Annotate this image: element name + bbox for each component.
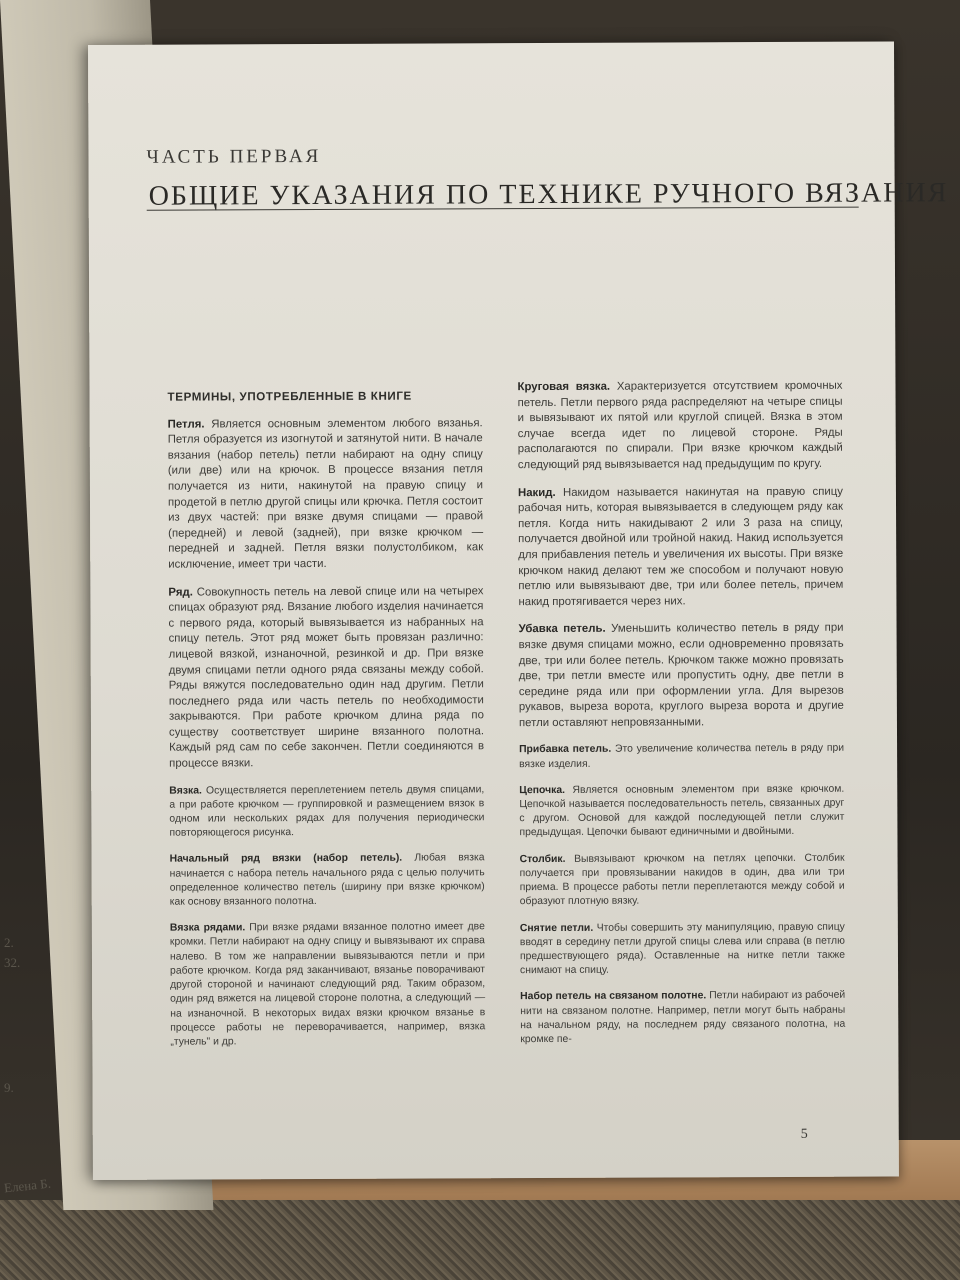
left-page-fragment: Елена Б.	[3, 1175, 52, 1196]
term-name: Вязка рядами.	[169, 922, 246, 934]
term-name: Вязка.	[169, 785, 202, 797]
term-name: Набор петель на связаном полотне.	[520, 990, 707, 1003]
term-definition: При вязке рядами вязанное полотно имеет две кромки. Петли набирают на одну спицу и вывязывают их справа налево. В том же направлении вывязываются петли и при работе крючком. Когда ряд заканчивают, вязанье поворачивают другой стороной и начинают следующий ряд. Таким образом, один ряд вяжется на лицевой стороне полотна, а следующий — на изнаночной. В некоторых видах вязки крючком вязанье в процессе работы не переворачивается, например, вязка „тунель" и др.	[169, 921, 486, 1048]
term-entry	[517, 379, 842, 474]
term-definition: Совокупность петель на левой спице или на четырех спицах образуют ряд. Вязание любого изделия начинается с первого ряда, который вывязывается из набранных на спицу петель. Этот ряд может быть провязан различно: лицевой вязкой, изнаночной, резинкой и др. При вязке двумя спицами петли одного ряда связаны между собой. Ряды вяжутся последовательно один над другим. Петли последнего ряда или часть петель по необходимости закрываются. При работе крючком длина ряда по существу соответствует ширине вязанного полотна. Каждый ряд сам по себе закончен. Петли соединяются в процессе вязки.	[168, 584, 485, 770]
term-name: Прибавка петель.	[519, 744, 612, 756]
term-definition: Петли набирают из рабочей нити на связаном полотне. Например, петли могут быть набраны на начальном ряду, на последнем ряду связаного полотна, на кромке пе-	[520, 990, 846, 1046]
term-entry	[520, 851, 845, 909]
term-name: Петля.	[167, 418, 205, 431]
book-page	[88, 41, 949, 1180]
term-definition: Является основным элементом любого вязанья. Петля образуется из изогнутой и затянутой нити. В начале вязания (набор петель) петли набирают на одну спицу (или две) или на крючок. В процессе вязания петля получается из нити, накинутой на правую спицу и продетой в петлю другой спицы или крючка. Петля состоит из двух частей: при вязке двумя спицами — правой (передней) и левой (задней), при вязке крючком — передней и задней. Петля вязки полустолбиком, как исключение, имеет три части.	[167, 416, 484, 571]
page-number: 5	[800, 1126, 808, 1142]
term-definition: Любая вязка начинается с набора петель начального ряда с целью получить определенное количество петель (ширину при вязке крючком) как основу вязанного полотна.	[169, 852, 485, 908]
term-definition: Это увеличение количества петель в ряду при вязке изделия.	[519, 743, 845, 770]
term-entry	[168, 416, 484, 573]
carpet-floor	[0, 1200, 960, 1280]
term-entry	[519, 783, 844, 841]
section-heading: ТЕРМИНЫ, УПОТРЕБЛЕННЫЕ В КНИГЕ	[167, 389, 412, 404]
right-column	[517, 379, 845, 1060]
term-name: Цепочка.	[519, 784, 566, 797]
chapter-title: ОБЩИЕ УКАЗАНИЯ ПО ТЕХНИКЕ РУЧНОГО ВЯЗАНИЯ	[148, 177, 949, 212]
term-definition: Характеризуется отсутствием кромочных петель. Петли первого ряда распределяют на четыре спицы и вывязывают их пятой или круглой спицей. Вязка в этом случае всегда идет по лицевой стороне. Ряды располагаются по спирали. При вязке крючком каждый следующий ряд вывязывается над предыдущим по кругу.	[517, 379, 843, 472]
term-entry	[518, 484, 844, 610]
term-name: Убавка петель.	[518, 623, 606, 636]
term-entry	[519, 742, 844, 772]
term-definition: Накидом называется накинутая на правую спицу рабочая нить, которая вывязывается в следующем ряду как петля. Когда нить накидывают 2 или 3 раза на спицу, получается двойной или тройной накид. Накид используется для прибавления петель и увеличения их высоты. При вязке крючком накид делают тем же способом и получают новую петлю или вывязывают две, три или более петель, причем накид протягивается через них.	[517, 485, 844, 608]
term-definition: Чтобы совершить эту манипуляцию, правую спицу вводят в середину петли другой спицы слева или справа (в петлю предшествующего ряда). Оставленные на нитке петли также снимают на спицу.	[519, 921, 846, 977]
term-name: Начальный ряд вязки (набор петель).	[169, 853, 403, 866]
term-entry	[519, 621, 844, 732]
left-page-fragment: 9.	[4, 1080, 14, 1095]
term-name: Снятие петли.	[519, 922, 594, 934]
term-name: Столбик.	[519, 853, 566, 865]
term-definition: Является основным элементом при вязке крючком. Цепочкой называется последовательность петель, связанных друг с другом. Основой для каждой последующей петли служит предыдущая. Цепочки бывают единичными и двойными.	[519, 783, 845, 839]
term-definition: Уменьшить количество петель в ряду при вязке двумя спицами можно, если одновременно провязать две, три или более петель. Крючком также можно провязать две, три петли вместе или пропустить одну, две петли в середине ряда или при оформлении угла. Для вырезов рукавов, выреза ворота, круглого выреза ворота и другие петли оставляют непровязанными.	[518, 622, 844, 730]
term-name: Накид.	[517, 486, 556, 499]
term-name: Круговая вязка.	[517, 380, 611, 394]
term-entry	[170, 852, 485, 910]
left-page-fragment: 2.	[4, 935, 14, 950]
term-entry	[520, 920, 845, 978]
term-entry	[520, 989, 845, 1047]
part-label: ЧАСТЬ ПЕРВАЯ	[146, 145, 322, 168]
term-definition: Вывязывают крючком на петлях цепочки. Столбик получается при провязывании накидов в один, два или три приема. В процессе работы петли переплетаются между собой и образуют плотную вязку.	[519, 852, 845, 908]
term-entry	[168, 584, 484, 772]
left-page-fragment: 32.	[4, 955, 21, 970]
term-entry	[170, 921, 486, 1050]
term-entry	[169, 783, 484, 841]
term-name: Ряд.	[168, 586, 193, 599]
term-definition: Осуществляется переплетением петель двумя спицами, а при работе крючком — группировкой и размещением вязок в одном или нескольких рядах для получения периодически повторяющегося рисунка.	[169, 783, 485, 839]
left-column	[168, 388, 486, 1061]
